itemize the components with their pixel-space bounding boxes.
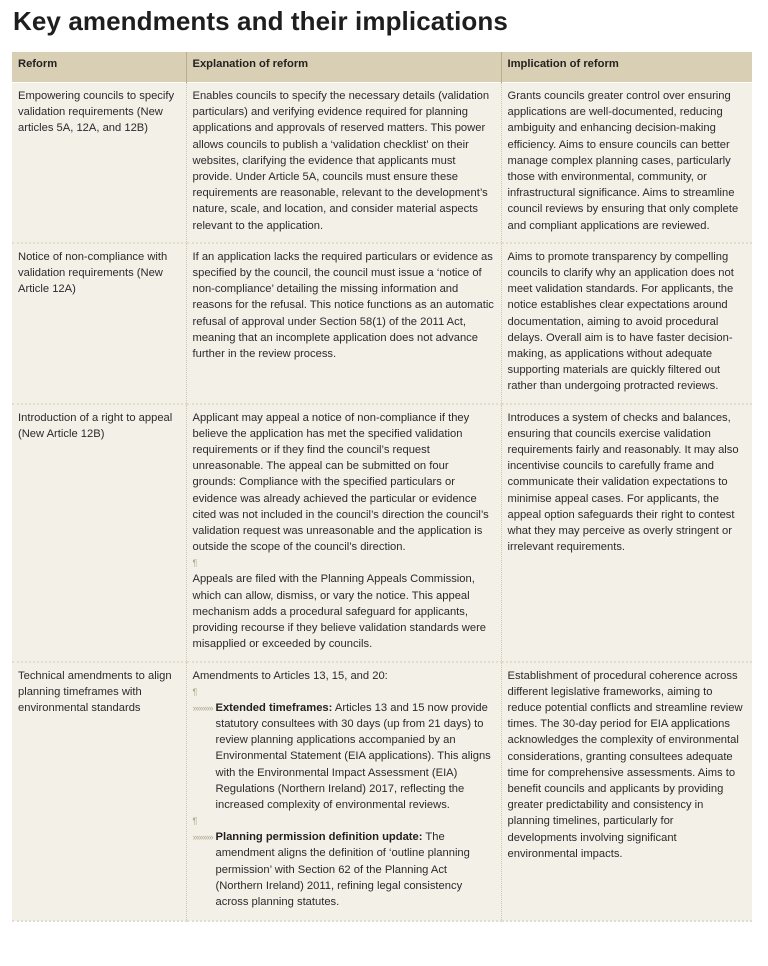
explanation-cell bbox=[186, 662, 501, 922]
pilcrow-mark: ¶ bbox=[192, 558, 198, 569]
table-row bbox=[12, 404, 752, 662]
bullet-marker-icon: »»»»» bbox=[192, 702, 213, 713]
reform-text: Introduction of a right to appeal (New Article 12B) bbox=[18, 411, 173, 440]
bullet-marker-icon: »»»»» bbox=[192, 832, 213, 843]
pilcrow-mark: ¶ bbox=[192, 686, 198, 697]
explanation-cell bbox=[186, 243, 501, 404]
reform-text: Empowering councils to specify validation requirements (New articles 5A, 12A, and 12B) bbox=[18, 90, 175, 135]
reform-cell bbox=[12, 243, 186, 404]
reform-cell bbox=[12, 404, 186, 662]
reform-text: Notice of non-compliance with validation requirements (New Article 12A) bbox=[18, 250, 168, 296]
header-reform: Reform bbox=[12, 52, 186, 83]
implication-cell bbox=[501, 83, 752, 243]
header-implication: Implication of reform bbox=[501, 52, 752, 83]
bullet-item bbox=[193, 700, 495, 813]
bullet-item bbox=[193, 829, 495, 910]
table-row bbox=[12, 662, 752, 922]
pilcrow-mark: ¶ bbox=[192, 816, 198, 827]
implication-cell bbox=[501, 662, 752, 922]
bullet-text: Articles 13 and 15 now provide statutory consultees with 30 days (up from 21 days) to review planning applications accompanied by an Environmental Statement (EIA applications). This aligns with the Environmental Impact Assessment (EIA) Regulations (Northern Ireland) 2017, reflecting the increased complexity of environmental reviews. bbox=[215, 701, 491, 811]
explanation-cell bbox=[186, 83, 501, 243]
explanation-text: If an application lacks the required particulars or evidence as specified by the council, the council must issue a ‘notice of non-compliance’ detailing the missing information and reasons for the refusal. This notice functions as an automatic refusal of approval under Section 58(1) of the 2011 Act, meaning that an incomplete application does not advance further in the review process. bbox=[192, 250, 494, 361]
page-title: Key amendments and their implications bbox=[13, 6, 508, 36]
header-explanation: Explanation of reform bbox=[186, 52, 501, 83]
table-row bbox=[12, 83, 752, 243]
bullet-heading: Extended timeframes: bbox=[215, 701, 333, 714]
bullet-heading: Planning permission definition update: bbox=[215, 831, 423, 844]
explanation-paragraph-1: Applicant may appeal a notice of non-compliance if they believe the application has met the specified validation requirements or if they find the council’s request unreasonable. The appeal can be submitted on four grounds: Compliance with the specified particulars or evidence was already achieved the particular or evidence cited was not included in the council’s direction the council’s validation request was unreasonable and the application is outside the scope of the council’s direction. bbox=[192, 411, 489, 554]
table-row bbox=[12, 243, 752, 404]
reform-cell bbox=[12, 83, 186, 243]
amendments-table bbox=[12, 52, 752, 922]
implication-text: Aims to promote transparency by compelling councils to clarify why an application does not meet validation standards. For applicants, the notice establishes clear expectations around documentation, aiming to avoid procedural delays. Overall aim is to have faster decision-making, as applications without adequate supporting materials are quickly filtered out rather than undergoing protracted reviews. bbox=[507, 250, 734, 393]
implication-text: Establishment of procedural coherence across different legislative frameworks, aiming to reduce potential conflicts and streamline review times. The 30-day period for EIA applications acknowledges the complexity of environmental considerations, granting consultees adequate time for comprehensive assessments. Aims to benefit councils and applicants by providing greater predictability and consistency in planning timelines, particularly for developments involving significant environmental impacts. bbox=[507, 669, 743, 860]
explanation-text: Enables councils to specify the necessary details (validation particulars) and verifying evidence required for planning applications and approvals of reserved matters. This power allows councils to publish a ‘validation checklist’ on their websites, clarifying the evidence that applicants must provide. Under Article 5A, councils must ensure these requirements are reasonable, relevant to the development’s nature, scale, and location, and consider material aspects relevant to the application. bbox=[192, 90, 490, 232]
bullet-text: The amendment aligns the definition of ‘outline planning permission’ with Section 62 of the Planning Act (Northern Ireland) 2011, refining legal consistency across planning statutes. bbox=[215, 831, 470, 908]
explanation-cell bbox=[186, 404, 501, 662]
implication-text: Grants councils greater control over ensuring applications are well-documented, reducing ambiguity and enhancing decision-making efficiency. Aims to ensure councils can better manage complex planning cases, particularly those with environmental, community, or infrastructural significance. Aims to streamline council reviews by ensuring that only complete and compliant applications are reviewed. bbox=[507, 90, 739, 232]
table-header-row bbox=[12, 52, 752, 83]
explanation-paragraph-2: Appeals are filed with the Planning Appeals Commission, which can allow, dismiss, or vary the notice. This appeal mechanism adds a procedural safeguard for applicants, providing recourse if they believe validation standards were misapplied or exceeded by councils. bbox=[192, 573, 487, 651]
explanation-intro: Amendments to Articles 13, 15, and 20: bbox=[192, 669, 388, 682]
implication-text: Introduces a system of checks and balances, ensuring that councils exercise validation requirements fairly and reasonably. It may also incentivise councils to carefully frame and communicate their validation expectations to minimise appeal cases. For applicants, the appeal option safeguards their right to contest what they may perceive as overly stringent or irrelevant requirements. bbox=[507, 411, 739, 554]
implication-cell bbox=[501, 404, 752, 662]
reform-cell bbox=[12, 662, 186, 922]
implication-cell bbox=[501, 243, 752, 404]
reform-text: Technical amendments to align planning timeframes with environmental standards bbox=[18, 669, 172, 714]
